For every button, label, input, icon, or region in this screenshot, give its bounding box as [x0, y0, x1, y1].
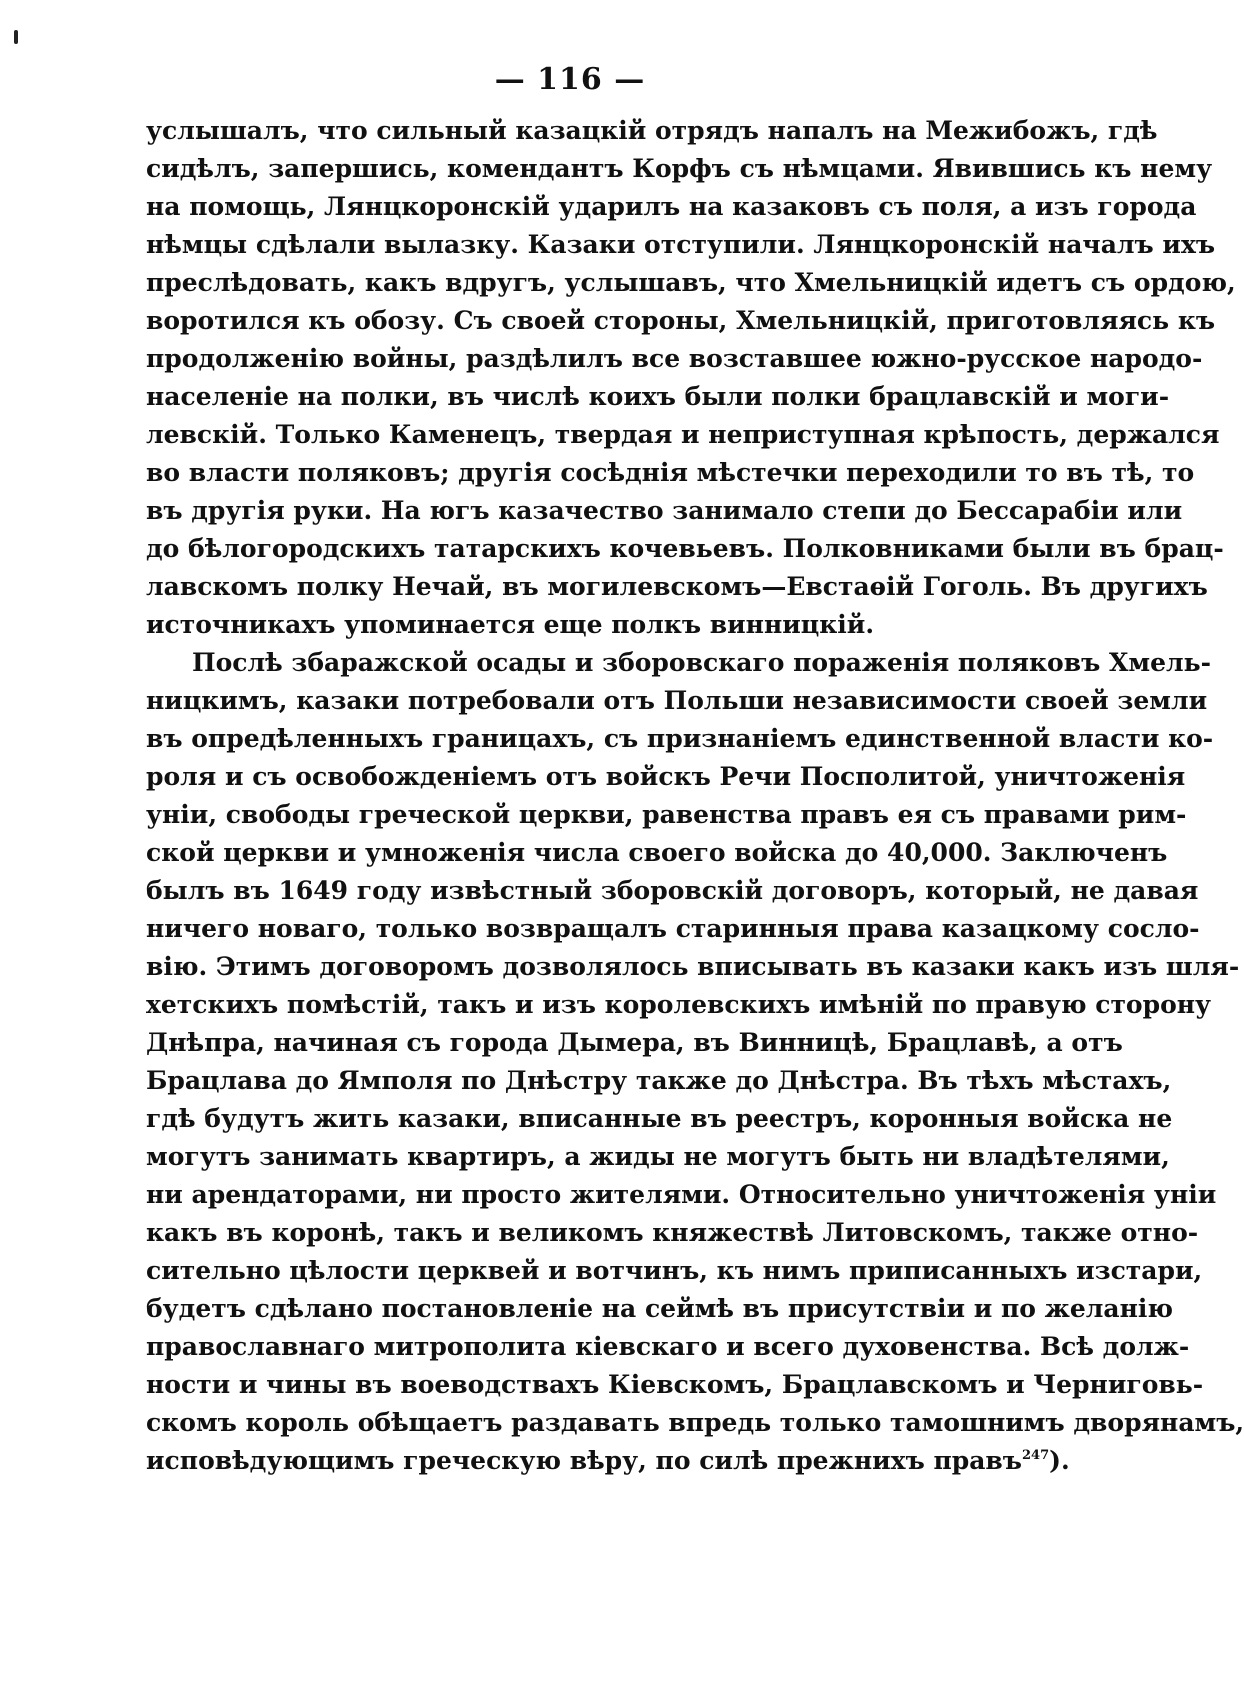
text-line: Брацлава до Ямполя по Днѣстру также до Днѣстра. Въ тѣхъ мѣстахъ,: [146, 1066, 1172, 1095]
text-line: на помощь, Лянцкоронскій ударилъ на казаковъ съ поля, а изъ города: [146, 192, 1197, 221]
final-line-text: исповѣдующимъ греческую вѣру, по силѣ прежнихъ правъ: [146, 1446, 1022, 1475]
text-line: будетъ сдѣлано постановленіе на сеймѣ въ присутствіи и по желанію: [146, 1294, 1174, 1323]
text-line: Послѣ збаражской осады и зборовскаго пораженія поляковъ Хмель-: [192, 648, 1211, 677]
text-line: сительно цѣлости церквей и вотчинъ, къ нимъ приписанныхъ изстари,: [146, 1256, 1203, 1285]
text-line: въ опредѣленныхъ границахъ, съ признаніемъ единственной власти ко-: [146, 724, 1214, 753]
text-line: гдѣ будутъ жить казаки, вписанные въ реестръ, коронныя войска не: [146, 1104, 1173, 1133]
text-line: левскій. Только Каменецъ, твердая и неприступная крѣпость, держался: [146, 420, 1220, 449]
text-line: скомъ король обѣщаетъ раздавать впредь только тамошнимъ дворянамъ,: [146, 1408, 1244, 1437]
text-line: ности и чины въ воеводствахъ Кіевскомъ, Брацлавскомъ и Черниговь-: [146, 1370, 1204, 1399]
final-line-closing: ).: [1049, 1446, 1070, 1475]
text-line: хетскихъ помѣстій, такъ и изъ королевскихъ имѣній по правую сторону: [146, 990, 1212, 1019]
text-line: во власти поляковъ; другія сосѣднія мѣстечки переходили то въ тѣ, то: [146, 458, 1195, 487]
text-line: роля и съ освобожденіемъ отъ войскъ Речи Посполитой, уничтоженія: [146, 762, 1186, 791]
footnote-mark: 247: [1021, 1448, 1050, 1463]
final-line: [146, 1442, 1070, 1480]
text-line: какъ въ коронѣ, такъ и великомъ княжествѣ Литовскомъ, также отно-: [146, 1218, 1199, 1247]
text-line: воротился къ обозу. Съ своей стороны, Хмельницкій, приготовляясь къ: [146, 306, 1216, 335]
text-line: ской церкви и умноженія числа своего войска до 40,000. Заключенъ: [146, 838, 1168, 867]
paragraph-1: [146, 112, 1236, 644]
page-number: — 116 —: [494, 62, 646, 97]
text-line: преслѣдовать, какъ вдругъ, услышавъ, что Хмельницкій идетъ съ ордою,: [146, 268, 1236, 297]
text-line: ни арендаторами, ни просто жителями. Относительно уничтоженія уніи: [146, 1180, 1217, 1209]
text-line: продолженію войны, раздѣлилъ все возставшее южно-русское народо-: [146, 344, 1203, 373]
text-line: ницкимъ, казаки потребовали отъ Польши независимости своей земли: [146, 686, 1208, 715]
text-line: уніи, свободы греческой церкви, равенства правъ ея съ правами рим-: [146, 800, 1187, 829]
text-line: услышалъ, что сильный казацкій отрядъ напалъ на Межибожъ, гдѣ: [146, 116, 1158, 145]
text-body: [146, 112, 1244, 1480]
paragraph-2: [146, 644, 1244, 1480]
text-line: до бѣлогородскихъ татарскихъ кочевьевъ. Полковниками были въ брац-: [146, 534, 1224, 563]
text-line: лавскомъ полку Нечай, въ могилевскомъ—Евстаѳій Гоголь. Въ другихъ: [146, 572, 1208, 601]
text-line: сидѣлъ, запершись, комендантъ Корфъ съ нѣмцами. Явившись къ нему: [146, 154, 1213, 183]
text-line: могутъ занимать квартиръ, а жиды не могутъ быть ни владѣтелями,: [146, 1142, 1170, 1171]
text-line: вію. Этимъ договоромъ дозволялось вписывать въ казаки какъ изъ шля-: [146, 952, 1240, 981]
text-line: нѣмцы сдѣлали вылазку. Казаки отступили. Лянцкоронскій началъ ихъ: [146, 230, 1216, 259]
text-line: въ другія руки. На югъ казачество занимало степи до Бессарабіи или: [146, 496, 1183, 525]
text-line: Днѣпра, начиная съ города Дымера, въ Винницѣ, Брацлавѣ, а отъ: [146, 1028, 1123, 1057]
text-line: населеніе на полки, въ числѣ коихъ были полки брацлавскій и моги-: [146, 382, 1170, 411]
text-line: былъ въ 1649 году извѣстный зборовскій договоръ, который, не давая: [146, 876, 1199, 905]
text-line: источникахъ упоминается еще полкъ винницкій.: [146, 610, 875, 639]
scan-mark: [14, 30, 18, 44]
text-line: ничего новаго, только возвращалъ старинныя права казацкому сосло-: [146, 914, 1200, 943]
text-line: православнаго митрополита кіевскаго и всего духовенства. Всѣ долж-: [146, 1332, 1190, 1361]
